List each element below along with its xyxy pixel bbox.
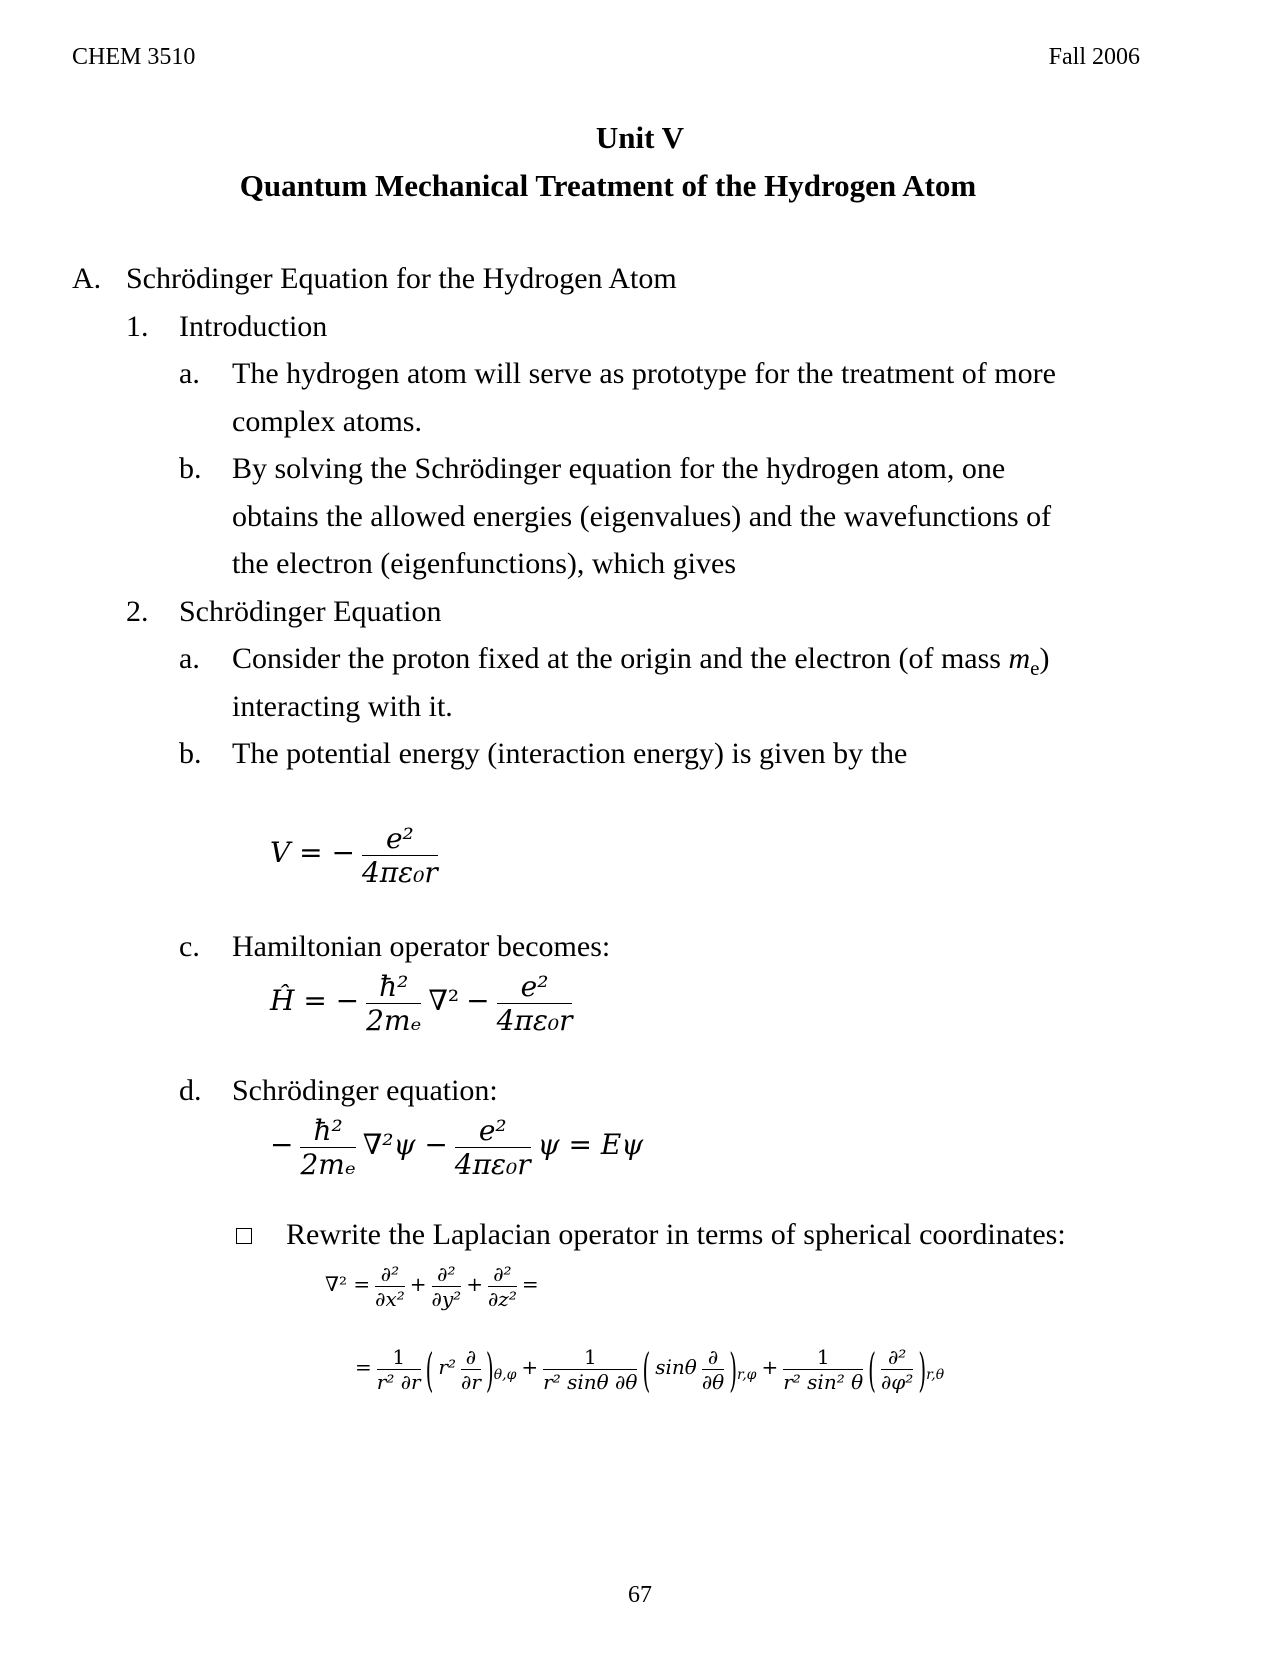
item-1-marker: 1. [126,310,149,343]
section-a-marker: A. [72,262,102,295]
item-2a-marker: a. [179,642,200,675]
equals-sign: = [521,1272,539,1297]
d2dx2-denominator: ∂x² [375,1287,405,1311]
polar-inner-numerator: ∂ [702,1345,724,1370]
plus-sign: + [521,1355,539,1380]
unit-title: Unit V [595,120,685,155]
azimuthal-subscript: r,θ [926,1367,945,1384]
item-2c-marker: c. [179,930,200,963]
azimuthal-inner-derivative [881,1345,913,1394]
course-code: CHEM 3510 [72,44,196,70]
plus-sign: + [409,1272,427,1297]
item-1b-marker: b. [179,452,202,485]
potential-lhs: V = − [270,835,355,869]
left-paren: ( [425,1341,434,1398]
hamiltonian-equation [270,970,572,1037]
radial-inner-derivative [461,1345,481,1394]
item-1-heading: Introduction [179,310,328,343]
electron-mass-symbol: m [1008,642,1031,675]
page-number: 67 [628,1582,652,1608]
d2dy2-numerator: ∂² [432,1262,462,1287]
d2dz2-numerator: ∂² [488,1262,517,1287]
kinetic-fraction [366,970,421,1037]
polar-subscript: r,φ [737,1367,757,1384]
item-2d-line1: Schrödinger equation: [232,1074,498,1107]
hamiltonian-minus: − [466,983,490,1017]
d2dy2-fraction [432,1262,462,1311]
left-paren: ( [868,1341,876,1398]
schrodinger-kinetic-fraction [300,1114,355,1181]
radial-prefactor-numerator: 1 [377,1345,421,1370]
item-1b-line1: By solving the Schrödinger equation for the hydrogen atom, one [232,452,1006,485]
azimuthal-prefactor [783,1345,863,1394]
item-2b-marker: b. [179,737,202,770]
schrodinger-middle: ∇²ψ − [362,1127,448,1161]
potential-energy-equation [270,822,438,889]
d2dz2-fraction [488,1262,517,1311]
schrodinger-coulomb-numerator: e² [455,1114,531,1148]
right-paren: ) [485,1341,494,1398]
radial-subscript: θ,φ [493,1367,517,1384]
radial-prefactor-denominator: r² ∂r [376,1370,421,1394]
term: Fall 2006 [1048,44,1140,70]
d2dz2-denominator: ∂z² [487,1287,517,1311]
potential-denominator: 4πε₀r [361,856,438,889]
plus-sign: + [466,1272,483,1297]
item-2c-line1: Hamiltonian operator becomes: [232,930,611,963]
azimuthal-prefactor-numerator: 1 [783,1345,863,1370]
right-paren: ) [918,1341,927,1398]
azimuthal-prefactor-denominator: r² sin² θ [783,1370,864,1394]
schrodinger-kinetic-numerator: ħ² [300,1114,355,1148]
kinetic-numerator: ħ² [366,970,421,1004]
schrodinger-minus: − [270,1127,294,1161]
coulomb-fraction [497,970,573,1037]
polar-inner-derivative [702,1345,724,1394]
item-2a-line1-text: Consider the proton fixed at the origin and the electron (of mass [232,642,1009,675]
left-paren: ( [642,1341,651,1398]
item-1a-line2: complex atoms. [232,405,422,438]
polar-inner-denominator: ∂θ [701,1370,725,1394]
polar-prefactor-denominator: r² sinθ ∂θ [543,1370,638,1394]
azimuthal-inner-numerator: ∂² [881,1345,913,1370]
radial-r-squared: r² [438,1355,456,1380]
radial-inner-numerator: ∂ [461,1345,481,1370]
item-1a-line1: The hydrogen atom will serve as prototype for the treatment of more [232,357,1056,390]
d2dx2-fraction [375,1262,405,1311]
item-2a-line1 [232,642,1049,681]
d2dy2-denominator: ∂y² [431,1287,462,1311]
coulomb-numerator: e² [497,970,573,1004]
item-2b-line1: The potential energy (interaction energy) is given by the [232,737,908,770]
polar-sin-theta: sinθ [655,1355,697,1380]
schrodinger-kinetic-denominator: 2mₑ [300,1148,356,1181]
item-2a-line2: interacting with it. [232,690,453,723]
polar-prefactor-numerator: 1 [543,1345,637,1370]
radial-inner-denominator: ∂r [461,1370,481,1394]
electron-mass-subscript: e [1030,656,1040,680]
schrodinger-equation [270,1114,643,1181]
coulomb-denominator: 4πε₀r [496,1004,573,1037]
kinetic-denominator: 2mₑ [366,1004,422,1037]
item-1a-marker: a. [179,357,200,390]
page-title: Quantum Mechanical Treatment of the Hydrogen Atom [239,168,977,203]
item-2-heading: Schrödinger Equation [179,595,442,628]
laplacian-lhs: ∇² = [325,1272,371,1297]
potential-numerator: e² [362,822,438,856]
item-2a-line1-end: ) [1039,642,1050,675]
radial-prefactor [377,1345,421,1394]
plus-sign: + [761,1355,779,1380]
item-2-marker: 2. [126,595,149,628]
azimuthal-inner-denominator: ∂φ² [880,1370,914,1394]
schrodinger-coulomb-denominator: 4πε₀r [454,1148,531,1181]
item-1b-line2: obtains the allowed energies (eigenvalues) and the wavefunctions of [232,500,1052,533]
laplacian-spherical-equation [355,1341,945,1398]
section-a-heading: Schrödinger Equation for the Hydrogen Atom [126,262,677,295]
polar-prefactor [543,1345,637,1394]
item-1b-line3: the electron (eigenfunctions), which gives [232,547,736,580]
d2dx2-numerator: ∂² [375,1262,405,1287]
equals-sign: = [355,1355,372,1380]
item-2d-marker: d. [179,1074,202,1107]
laplacian-cartesian-equation [325,1262,539,1311]
potential-fraction [362,822,438,889]
right-paren: ) [729,1341,738,1398]
schrodinger-rhs: ψ = Eψ [537,1127,644,1161]
nabla-squared: ∇² [428,983,460,1017]
schrodinger-coulomb-fraction [455,1114,531,1181]
hamiltonian-lhs: Ĥ = − [270,983,360,1017]
laplacian-intro: Rewrite the Laplacian operator in terms of spherical coordinates: [286,1218,1066,1251]
checkbox-bullet [236,1228,252,1249]
